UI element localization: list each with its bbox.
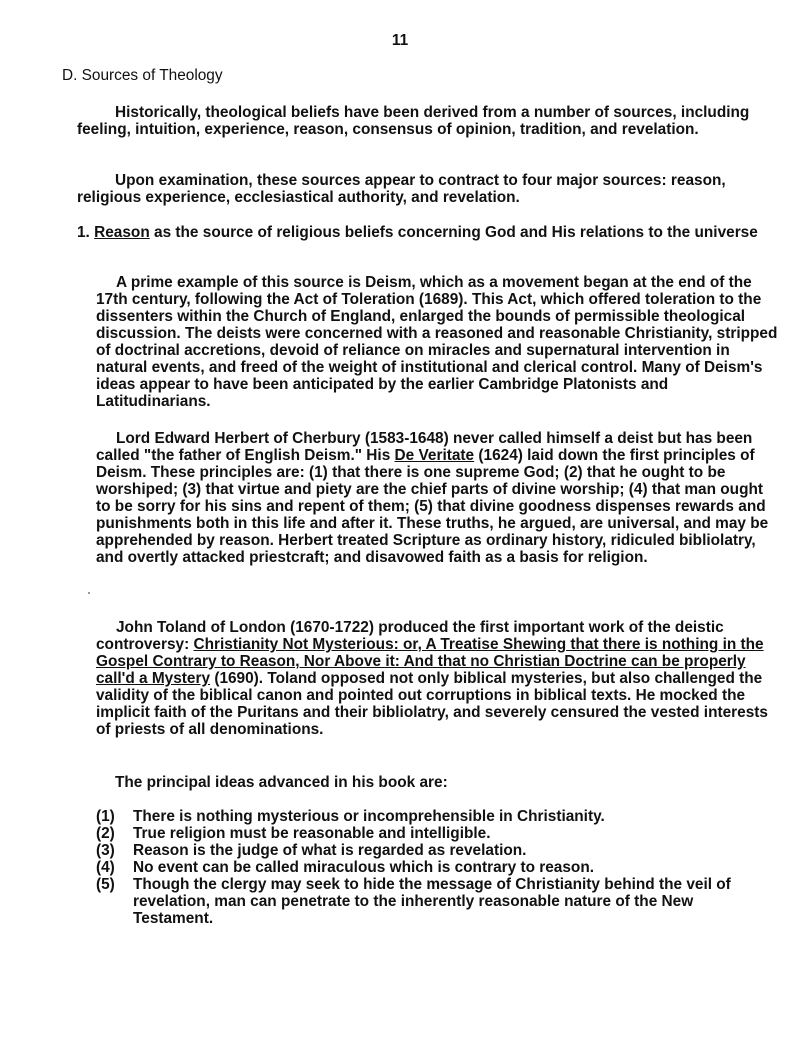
- list-item-text: Though the clergy may seek to hide the message of Christianity behind the veil of revelation, man can penetrate to the inherently reasonable nature of the New Testament.: [133, 876, 731, 927]
- paragraph-four-sources: [77, 172, 777, 206]
- section-heading: D. Sources of Theology: [62, 67, 223, 84]
- list-item-text: Reason is the judge of what is regarded as revelation.: [133, 842, 527, 859]
- list-item-number: (5): [96, 876, 115, 893]
- paragraph-toland: [96, 619, 781, 738]
- point-description: as the source of religious beliefs concerning God and His relations to the universe: [154, 224, 758, 241]
- stray-mark: [88, 592, 90, 594]
- paragraph-principal-ideas: The principal ideas advanced in his book are:: [115, 774, 448, 791]
- list-item-text: No event can be called miraculous which is contrary to reason.: [133, 859, 595, 876]
- list-item-number: (2): [96, 825, 115, 842]
- paragraph-text: Historically, theological beliefs have been derived from a number of sources, including feeling, intuition, experience, reason, consensus of opinion, tradition, and revelation.: [77, 104, 750, 138]
- list-item: [96, 808, 776, 825]
- paragraph-text-after: (1690). Toland opposed not only biblical mysteries, but also challenged the validity of the biblical canon and pointed out corruptions in biblical texts. He mocked the implicit faith of the Puritans and their bibliolatry, and severely censured the vested interests of priests of all denominations.: [96, 670, 768, 738]
- paragraph-text-after: (1624) laid down the first principles of Deism. These principles are: (1) that there is one supreme God; (2) that he ought to be worshiped; (3) that virtue and piety are the chief parts of divine worship; (4) that man ought to be sorry for his sins and repent of them; (5) that divine goodness dispenses rewards and punishments both in this life and after it. These truths, he argued, are universal, and may be apprehended by reason. Herbert treated Scripture as ordinary history, ridiculed bibliolatry, and overtly attacked priestcraft; and disavowed faith as a basis for religion.: [96, 447, 769, 566]
- list-item-text: True religion must be reasonable and intelligible.: [133, 825, 491, 842]
- list-item: [96, 842, 776, 859]
- principal-ideas-list: [96, 808, 776, 927]
- list-item: [96, 859, 776, 876]
- list-item: [96, 876, 776, 927]
- point-number: 1.: [77, 224, 90, 241]
- book-title-christianity-not-mysterious: Christianity Not Mysterious: or, A Treatise Shewing that there is nothing in the Gospel Contrary to Reason, Nor Above it: And that no Christian Doctrine can be properly call'd a Mystery: [96, 636, 764, 687]
- list-item-number: (3): [96, 842, 115, 859]
- paragraph-herbert: [96, 430, 781, 566]
- paragraph-text-before: John Toland of London (1670-1722) produced the first important work of the deistic controversy:: [96, 619, 724, 653]
- paragraph-text-before: Lord Edward Herbert of Cherbury (1583-1648) never called himself a deist but has been called "the father of English Deism." His: [96, 430, 753, 464]
- paragraph-deism: [96, 274, 781, 410]
- list-item: [96, 825, 776, 842]
- list-item-number: (1): [96, 808, 115, 825]
- page-number: 11: [391, 32, 409, 49]
- list-item-text: There is nothing mysterious or incomprehensible in Christianity.: [133, 808, 605, 825]
- paragraph-text: A prime example of this source is Deism, which as a movement began at the end of the 17th century, following the Act of Toleration (1689). This Act, which offered toleration to the dissenters within the Church of England, enlarged the bounds of permissible theological discussion. The deists were concerned with a reasoned and reasonable Christianity, stripped of doctrinal accretions, devoid of reliance on miracles and supernatural intervention in natural events, and freed of the weight of institutional and clerical control. Many of Deism's ideas appear to have been anticipated by the earlier Cambridge Platonists and Latitudinarians.: [96, 274, 778, 410]
- point-reason-heading: [77, 224, 777, 241]
- point-term: Reason: [94, 224, 150, 241]
- paragraph-text: Upon examination, these sources appear to contract to four major sources: reason, religious experience, ecclesiastical authority, and revelation.: [77, 172, 726, 206]
- book-title-de-veritate: De Veritate: [394, 447, 475, 464]
- paragraph-sources-intro: [77, 104, 777, 138]
- list-item-number: (4): [96, 859, 115, 876]
